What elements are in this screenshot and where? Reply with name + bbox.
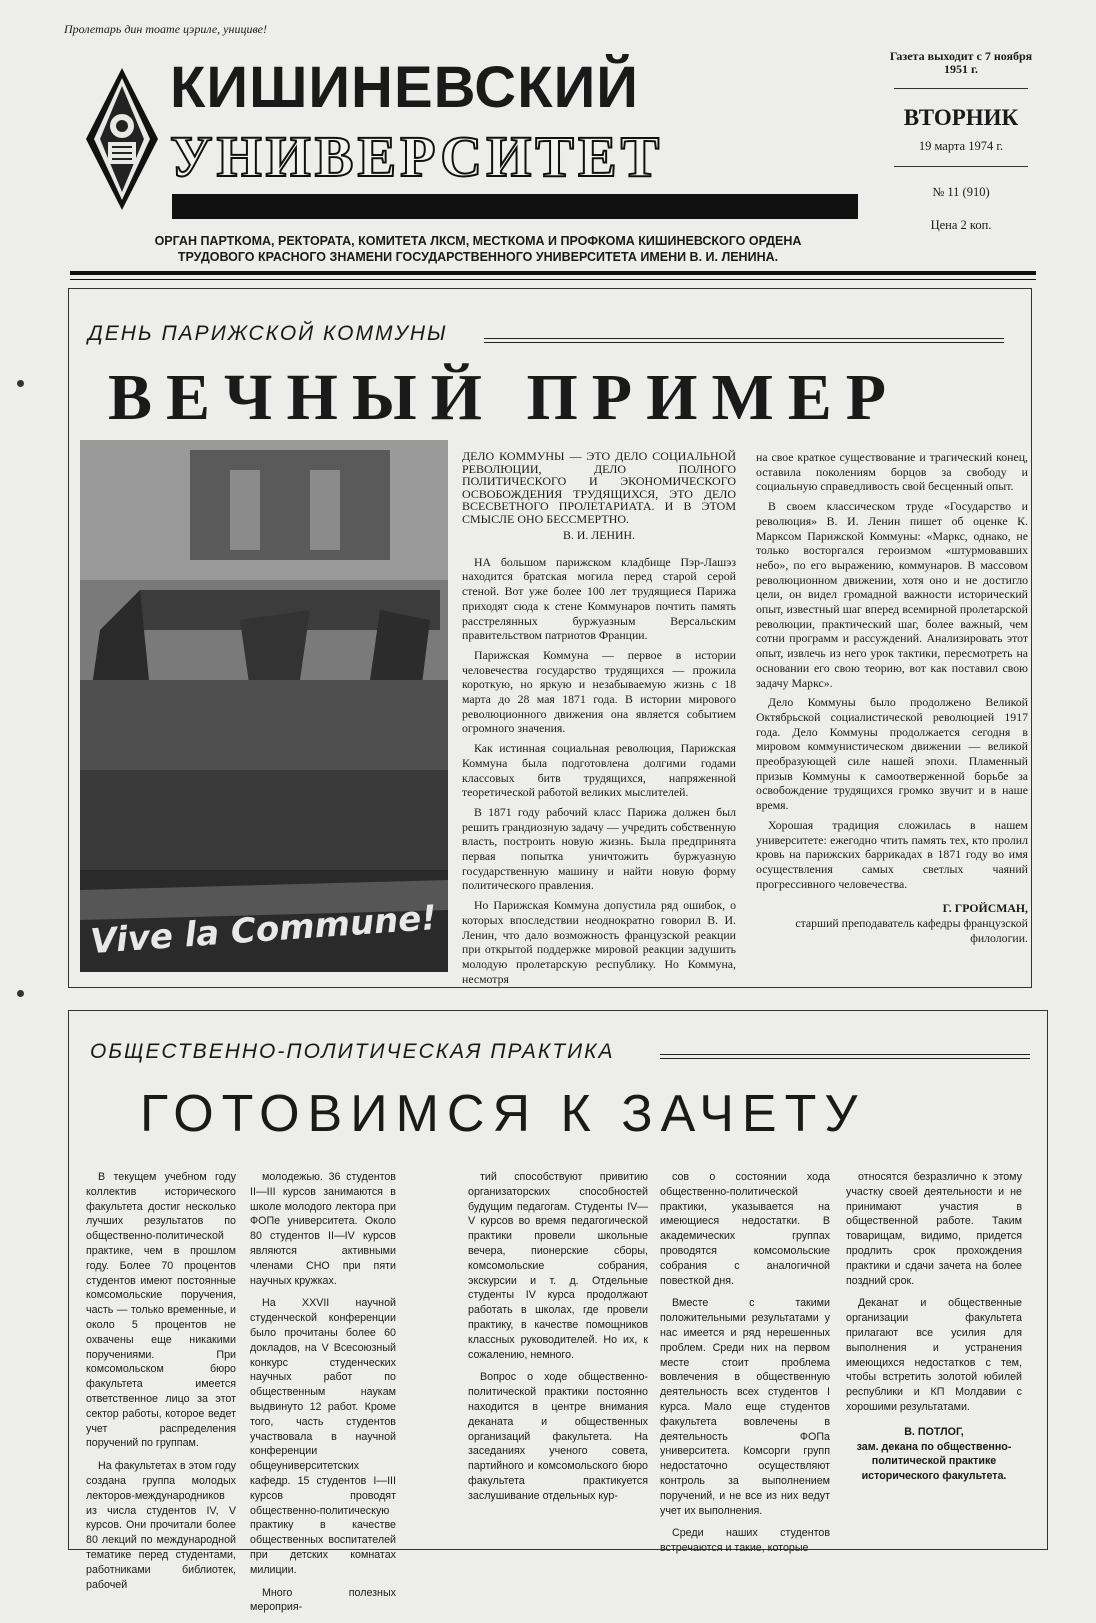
paragraph: Но Парижская Коммуна допустила ряд ошибок, о которых впоследствии неоднократно говорил В. И. Ленин, что дало возможность французской реакции при открытой поддержке мировой реакции задушить молодую пролетарскую республику. Но Коммуна, несмотря (462, 898, 736, 986)
paragraph: Вместе с такими положительными результатами у нас имеется и ряд нерешенных проблем. Среди них на первом месте стоит проблема вовлечения в общественную деятельность всех студентов I курса. Мало еще студентов факультета вовлечены в деятельность ФОПа университета. Комсорги групп недостаточно осуществляют контроль за выполнением поручений, и не все из них ведут учет их выполнения. (660, 1297, 830, 1517)
article1-author-title: старший преподаватель кафедры французской филологии. (795, 916, 1028, 945)
organ-line-2: ТРУДОВОГО КРАСНОГО ЗНАМЕНИ ГОСУДАРСТВЕННОГО УНИВЕРСИТЕТА ИМЕНИ В. И. ЛЕНИНА. (177, 250, 779, 264)
article2-kicker: ОБЩЕСТВЕННО-ПОЛИТИЧЕСКАЯ ПРАКТИКА (90, 1040, 615, 1063)
paragraph: В своем классическом труде «Государство и революция» В. И. Ленин пишет об оценке К. Марксом Парижской Коммуны: «Маркс, однако, не только восторгался героизмом «штурмовавших небо», по его выражению, коммунаров. В массовом революционном движении, хотя оно и не достигло цели, он видел громадной важности исторический опыт, известный шаг вперед всемирной пролетарской революции, практический шаг, более важный, чем сотни программ и рассуждений. Анализировать этот опыт, извлечь из него урок тактики, пересмотреть на основании его свою теорию, вот как поставил свою задачу Маркс». (756, 499, 1028, 690)
binding-hole (17, 380, 24, 387)
organ-line-1: ОРГАН ПАРТКОМА, РЕКТОРАТА, КОМИТЕТА ЛКСМ, МЕСТКОМА И ПРОФКОМА КИШИНЕВСКОГО ОРДЕНА (154, 234, 802, 248)
issue-number: № 11 (910) (932, 185, 990, 199)
article1-column-1 (462, 450, 736, 991)
masthead-rule (70, 271, 1036, 275)
commune-demonstration-photo (80, 440, 448, 972)
founded-note: Газета выходит с 7 ноября 1951 г. (889, 49, 1033, 76)
article2-column-4 (660, 1170, 830, 1564)
masthead-rule-thin (70, 279, 1036, 280)
paragraph: На XXVII научной студенческой конференции было прочитаны более 60 докладов, на V Всесоюзный конкурс студенческих научных работ по общественным наукам выдвинуто 12 работ. Кроме того, часть студентов участвовала в научной конференции общеуниверситетских кафедр. 15 студентов I—III курсов проводят общественно-политическую практику в качестве общественных воспитателей при детских комнатах милиции. (250, 1297, 396, 1576)
weekday: ВТОРНИК (903, 105, 1019, 130)
issue-date: 19 марта 1974 г. (918, 139, 1004, 153)
price: Цена 2 коп. (930, 218, 992, 232)
organ-statement (118, 233, 838, 265)
article2-column-5 (846, 1170, 1022, 1484)
masthead-title-top: КИШИНЕВСКИЙ (170, 55, 639, 120)
divider (894, 166, 1028, 167)
paragraph: тий способствуют привитию организаторских способностей будущим педагогам. Студенты IV—V курсов во время педагогической практики провели школьные вечера, пионерские сборы, комсомольские собрания, экскурсии и т. д. Отдельные студенты IV курса продолжают работать в школах, где провели практику, в качестве помощников классных руководителей. Но их, к сожалению, немного. (468, 1171, 648, 1361)
paragraph: Вопрос о ходе общественно-политической практики постоянно находится в центре внимания деканата и общественных организаций факультета. На заседаниях ученого совета, партийного и комсомольского бюро факультета практикуется заслушивание отдельных кур- (468, 1371, 648, 1502)
paragraph: Много полезных мероприя- (250, 1586, 396, 1614)
paragraph: На факультетах в этом году создана группа молодых лекторов-международников из числа студентов IV, V курсов. Они прочитали более 80 лекций по международной тематике перед студентами, работниками библиотек, рабочей (86, 1460, 236, 1591)
motto: Пролетарь дин тоате цэриле, унициве! (64, 22, 267, 36)
article2-column-1 (86, 1170, 236, 1600)
paragraph: В текущем учебном году коллектив исторического факультета достиг несколько лучших результатов по общественно-политической практике, чем в прошлом году. Более 70 процентов студентов имеют постоянные комсомольские поручения, часть — только временные, и около 5 процентов не охвачены еще никакими поручениями. При комсомольском бюро факультета имеется ответственное лицо за этот сектор работы, которое ведет учет распределения поручений по группам. (86, 1171, 236, 1450)
article1-column-2 (756, 450, 1028, 946)
paragraph: Дело Коммуны было продолжено Великой Октябрьской социалистической революцией 1917 года. Дело Коммуны продолжается сегодня в мировом коммунистическом движении — великой преобразующей силе нашей эпохи. Пламенный призыв Коммуны к самоотверженной борьбе за освобождение трудящихся громко звучит и в наше время. (756, 695, 1028, 813)
university-emblem-icon (84, 66, 160, 212)
masthead-title-bottom: УНИВЕРСИТЕТ (170, 124, 664, 189)
epigraph: ДЕЛО КОММУНЫ — ЭТО ДЕЛО СОЦИАЛЬНОЙ РЕВОЛЮЦИИ, ДЕЛО ПОЛНОГО ПОЛИТИЧЕСКОГО И ЭКОНОМИЧЕСКОГО ОСВОБОЖДЕНИЯ ТРУДЯЩИХСЯ, ЭТО ДЕЛО ВСЕСВЕТНОГО ПРОЛЕТАРИАТА. И В ЭТОМ СМЫСЛЕ ОНО БЕССМЕРТНО. (462, 449, 736, 526)
paragraph: молодежью. 36 студентов II—III курсов занимаются в школе молодого лектора при ФОПе университета. Около 80 студентов II—IV курсов являются активными членами СНО при пяти научных кружках. (250, 1171, 396, 1287)
paragraph: сов о состоянии хода общественно-политической практики, указывается на имеющиеся недостатки. В академических группах проводятся комсомольские собрания с аналогичной повесткой дня. (660, 1171, 830, 1287)
issue-info-box (886, 50, 1036, 233)
divider (894, 88, 1028, 89)
paragraph: Парижская Коммуна — первое в истории человечества государство трудящихся — прожила короткую, но яркую и незабываемую жизнь с 18 марта до 28 мая 1871 года. В истории мирового революционного движения она является событием огромного значения. (462, 647, 736, 736)
masthead-bar (172, 194, 858, 219)
paragraph: Как истинная социальная революция, Парижская Коммуна была подготовлена долгими годами классовых битв трудящихся, напряженной теоретической работой великих мыслителей. (462, 741, 736, 800)
epigraph-author: В. И. ЛЕНИН. (563, 528, 635, 542)
paragraph: относятся безразлично к этому участку своей деятельности и не принимают участия в общественной работе. Таким товарищам, видимо, придется продлить срок прохождения практики и сдачи зачета на более поздний срок. (846, 1171, 1022, 1287)
article1-headline: ВЕЧНЫЙ ПРИМЕР (108, 361, 901, 434)
kicker-rule (484, 338, 1004, 343)
paragraph: В 1871 году рабочий класс Парижа должен был решить грандиозную задачу — учредить собственную власть, построить новую жизнь. Была предпринята первая попытка уничтожить буржуазную государственную машину и найти новую форму политического правления. (462, 804, 736, 893)
binding-hole (17, 990, 24, 997)
article2-headline: ГОТОВИМСЯ К ЗАЧЕТУ (140, 1085, 866, 1143)
paragraph: Среди наших студентов встречаются и такие, которые (660, 1527, 830, 1555)
article2-column-2 (250, 1170, 396, 1623)
paragraph: Деканат и общественные организации факультета прилагают все усилия для выполнения и устранения имеющихся недостатков с тем, чтобы встретить золотой юбилей республики и КП Молдавии с хорошими результатами. (846, 1297, 1022, 1413)
photo-caption: Vive la Commune! (89, 897, 438, 963)
paragraph: Хорошая традиция сложилась в нашем университете: ежегодно чтить память тех, кто пролил кровь на парижских баррикадах в 1871 году во имя осуществления самых светлых чаяний прогрессивного человечества. (756, 817, 1028, 891)
kicker-rule (660, 1054, 1030, 1059)
article2-author: В. ПОТЛОГ, (904, 1425, 964, 1438)
paragraph: на свое краткое существование и трагический конец, оставила поколениям борцов за свободу и социальную справедливость свой бесценный опыт. (756, 450, 1028, 494)
article1-kicker: ДЕНЬ ПАРИЖСКОЙ КОММУНЫ (88, 322, 448, 345)
article1-author: Г. ГРОЙСМАН, (942, 901, 1028, 916)
photo-illustration (80, 440, 448, 972)
paragraph: НА большом парижском кладбище Пэр-Лашэз находится братская могила перед старой серой стеной. Вот уже более 100 лет трудящиеся Парижа приходят сюда к стене Коммунаров почтить память расстрелянных буржуазным Версальским правительством патриотов Франции. (462, 554, 736, 643)
article2-author-title: зам. декана по общественно-политической практике исторического факультета. (856, 1440, 1012, 1483)
article2-column-3 (468, 1170, 648, 1512)
